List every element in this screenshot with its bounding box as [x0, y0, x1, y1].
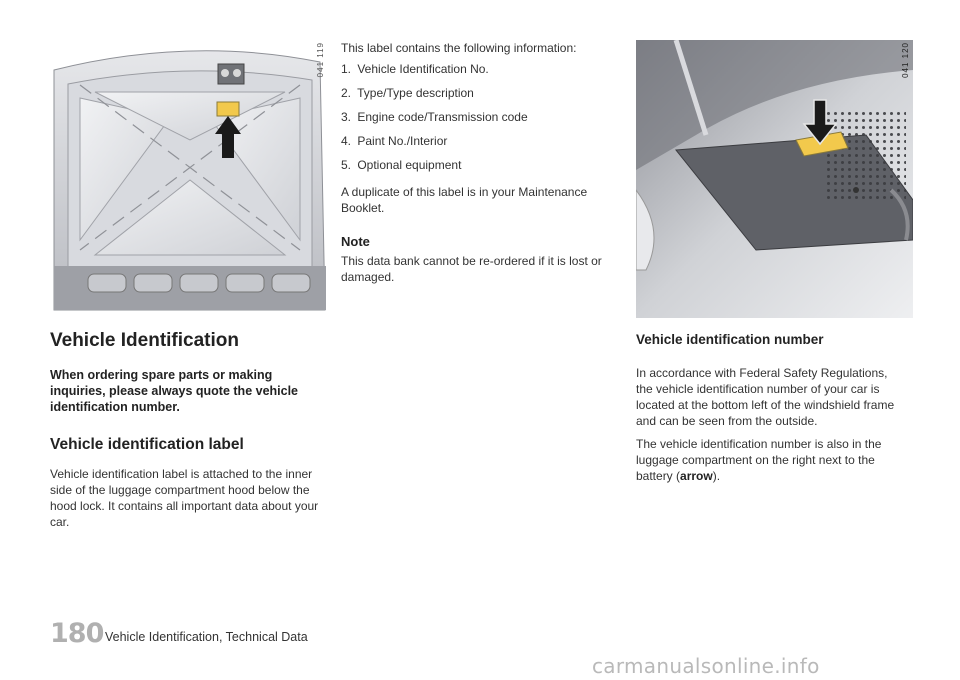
id-label-marker: [217, 102, 239, 116]
lead-paragraph: When ordering spare parts or making inquiries, please always quote the vehicle identification number.: [50, 368, 299, 414]
info-intro: This label contains the following information:: [341, 41, 577, 55]
vin-heading: Vehicle identification number: [636, 332, 824, 347]
figure-code: 041 119: [316, 42, 325, 78]
duplicate-note: A duplicate of this label is in your Maintenance Booklet.: [341, 185, 588, 215]
footer-section-title: Vehicle Identification, Technical Data: [105, 630, 308, 644]
hood-underside-drawing: [50, 40, 330, 318]
info-list: [341, 62, 528, 182]
page-title: Vehicle Identification: [50, 330, 239, 351]
watermark: carmanualsonline.info: [592, 654, 820, 678]
vin-paragraph-2: The vehicle identification number is also in the luggage compartment on the right next to the battery (arrow).: [636, 437, 882, 483]
section-heading-label: Vehicle identification label: [50, 436, 244, 453]
note-heading: Note: [341, 234, 370, 249]
list-item: 4. Paint No./Interior: [341, 134, 448, 148]
hood-illustration: [50, 40, 330, 318]
figure-code: 041 120: [901, 42, 910, 78]
luggage-compartment-illustration: [636, 40, 913, 318]
page-number: 180: [50, 618, 104, 649]
luggage-compartment-drawing: [636, 40, 913, 318]
label-description: Vehicle identification label is attached to the inner side of the luggage compartment hood below the hood lock. It contains all important data about your car.: [50, 467, 319, 529]
list-item: 3. Engine code/Transmission code: [341, 110, 528, 124]
list-item: 5. Optional equipment: [341, 158, 462, 172]
list-item: 2. Type/Type description: [341, 86, 474, 100]
note-body: This data bank cannot be re-ordered if it is lost or damaged.: [341, 254, 602, 284]
vin-paragraph-1: In accordance with Federal Safety Regulations, the vehicle identification number of your car is located at the bottom left of the windshield frame and can be seen from the outside.: [636, 366, 895, 428]
list-item: 1. Vehicle Identification No.: [341, 62, 489, 76]
